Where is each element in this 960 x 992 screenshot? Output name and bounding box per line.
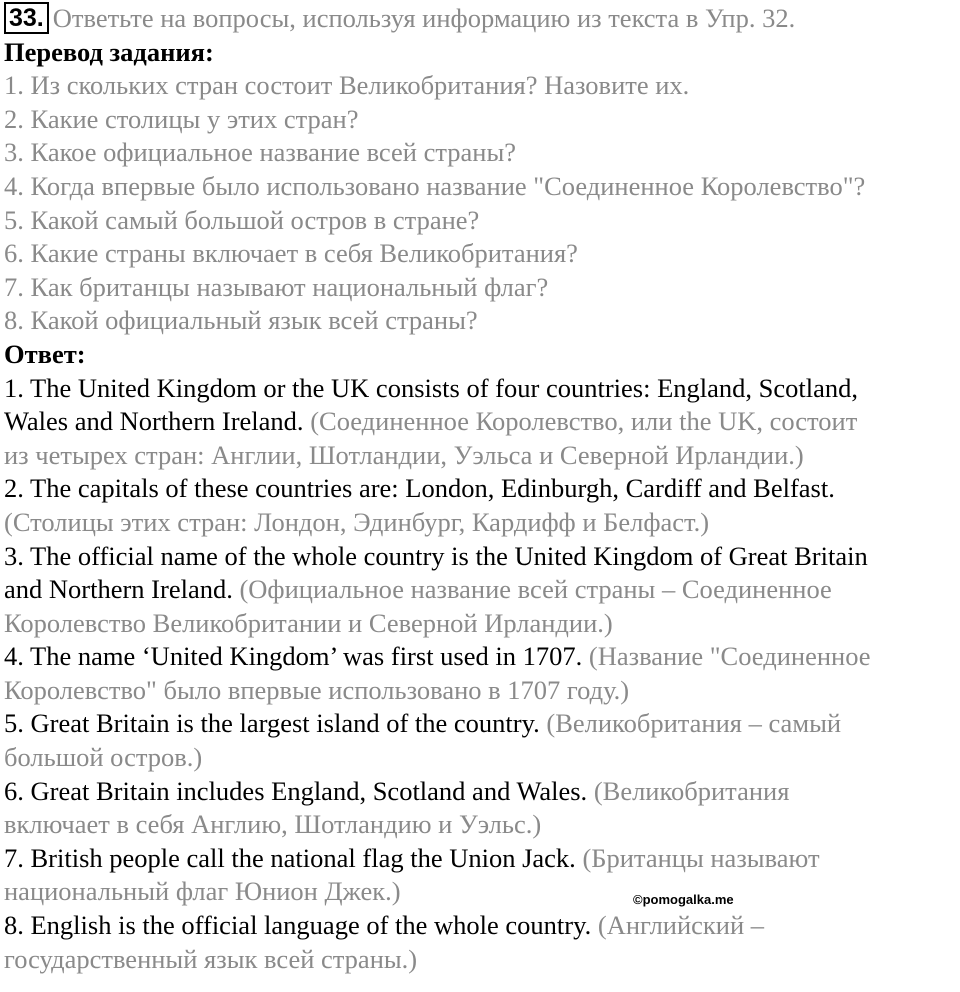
document-page: [4, 2, 956, 976]
answer-english-text: 7. British people call the national flag the Union Jack.: [4, 842, 576, 873]
translation-question: 1. Из скольких стран состоит Великобритания? Назовите их.: [4, 70, 690, 101]
translation-question: 4. Когда впервые было использовано название "Соединенное Королевство"?: [4, 170, 866, 201]
answer-line: [4, 674, 956, 708]
answer-translation-text: (Английский –: [591, 910, 765, 941]
answer-english-text: 6. Great Britain includes England, Scotland and Wales.: [4, 775, 588, 806]
translation-questions: [4, 69, 956, 338]
answer-line: [4, 640, 956, 674]
translation-question: 8. Какой официальный язык всей страны?: [4, 305, 478, 336]
answer-english-text: Wales and Northern Ireland.: [4, 406, 304, 437]
exercise-header: [4, 2, 956, 36]
answer-line: [4, 775, 956, 809]
answer-line: [4, 808, 956, 842]
answer-line: [4, 707, 956, 741]
watermark: ©pomogalka.me: [633, 892, 734, 907]
answer-translation-text: государственный язык всей страны.): [4, 943, 418, 974]
answer-translation-text: (Соединенное Королевство, или the UK, состоит: [303, 406, 858, 437]
translation-question: 3. Какое официальное название всей страны?: [4, 137, 517, 168]
translation-question: 7. Как британцы называют национальный флаг?: [4, 271, 549, 302]
answer-english-text: 2. The capitals of these countries are: London, Edinburgh, Cardiff and Belfast.: [4, 473, 835, 504]
answer-translation-text: национальный флаг Юнион Джек.): [4, 876, 401, 907]
answer-english-text: and Northern Ireland.: [4, 574, 233, 605]
translation-question: 6. Какие страны включает в себя Великобритания?: [4, 238, 578, 269]
answer-english-text: 8. English is the official language of the whole country.: [4, 910, 592, 941]
answer-translation-text: (Великобритания – самый: [539, 708, 842, 739]
answer-line: [4, 372, 956, 406]
answer-translation-text: (Название "Соединенное: [582, 641, 871, 672]
translation-heading: Перевод задания:: [4, 36, 214, 67]
answer-translation-text: включает в себя Англию, Шотландию и Уэльс.): [4, 809, 542, 840]
answer-english-text: 4. The name ‘United Kingdom’ was first used in 1707.: [4, 641, 583, 672]
answer-translation-text: (Британцы называют: [575, 842, 820, 873]
answer-line: [4, 540, 956, 574]
answer-line: [4, 472, 956, 506]
answer-line: [4, 573, 956, 607]
answer-english-text: 1. The United Kingdom or the UK consists of four countries: England, Scotland,: [4, 372, 859, 403]
answer-line: [4, 607, 956, 641]
answer-translation-text: из четырех стран: Англии, Шотландии, Уэльса и Северной Ирландии.): [4, 439, 804, 470]
answer-line: [4, 439, 956, 473]
answer-lines: [4, 372, 956, 977]
answer-translation-text: большой остров.): [4, 742, 203, 773]
answer-translation-text: (Великобритания: [587, 775, 790, 806]
exercise-number-badge: 33.: [4, 2, 49, 34]
answer-line: [4, 943, 956, 977]
answer-translation-text: Королевство" было впервые использовано в 1707 году.): [4, 674, 630, 705]
translation-question: 2. Какие столицы у этих стран?: [4, 103, 359, 134]
answer-english-text: 3. The official name of the whole country is the United Kingdom of Great Britain: [4, 540, 868, 571]
answer-translation-text: (Столицы этих стран: Лондон, Эдинбург, Кардифф и Белфаст.): [4, 506, 710, 537]
answer-english-text: 5. Great Britain is the largest island of the country.: [4, 708, 540, 739]
answer-line: [4, 842, 956, 876]
answer-line: [4, 405, 956, 439]
exercise-instruction: Ответьте на вопросы, используя информацию из текста в Упр. 32.: [52, 3, 796, 33]
answer-translation-text: Королевство Великобритании и Северной Ирландии.): [4, 607, 613, 638]
answer-line: [4, 741, 956, 775]
answer-line: [4, 506, 956, 540]
answer-line: [4, 875, 956, 909]
answer-line: [4, 909, 956, 943]
translation-question: 5. Какой самый большой остров в стране?: [4, 204, 480, 235]
answer-heading: Ответ:: [4, 338, 86, 369]
answer-translation-text: (Официальное название всей страны – Соединенное: [232, 574, 832, 605]
